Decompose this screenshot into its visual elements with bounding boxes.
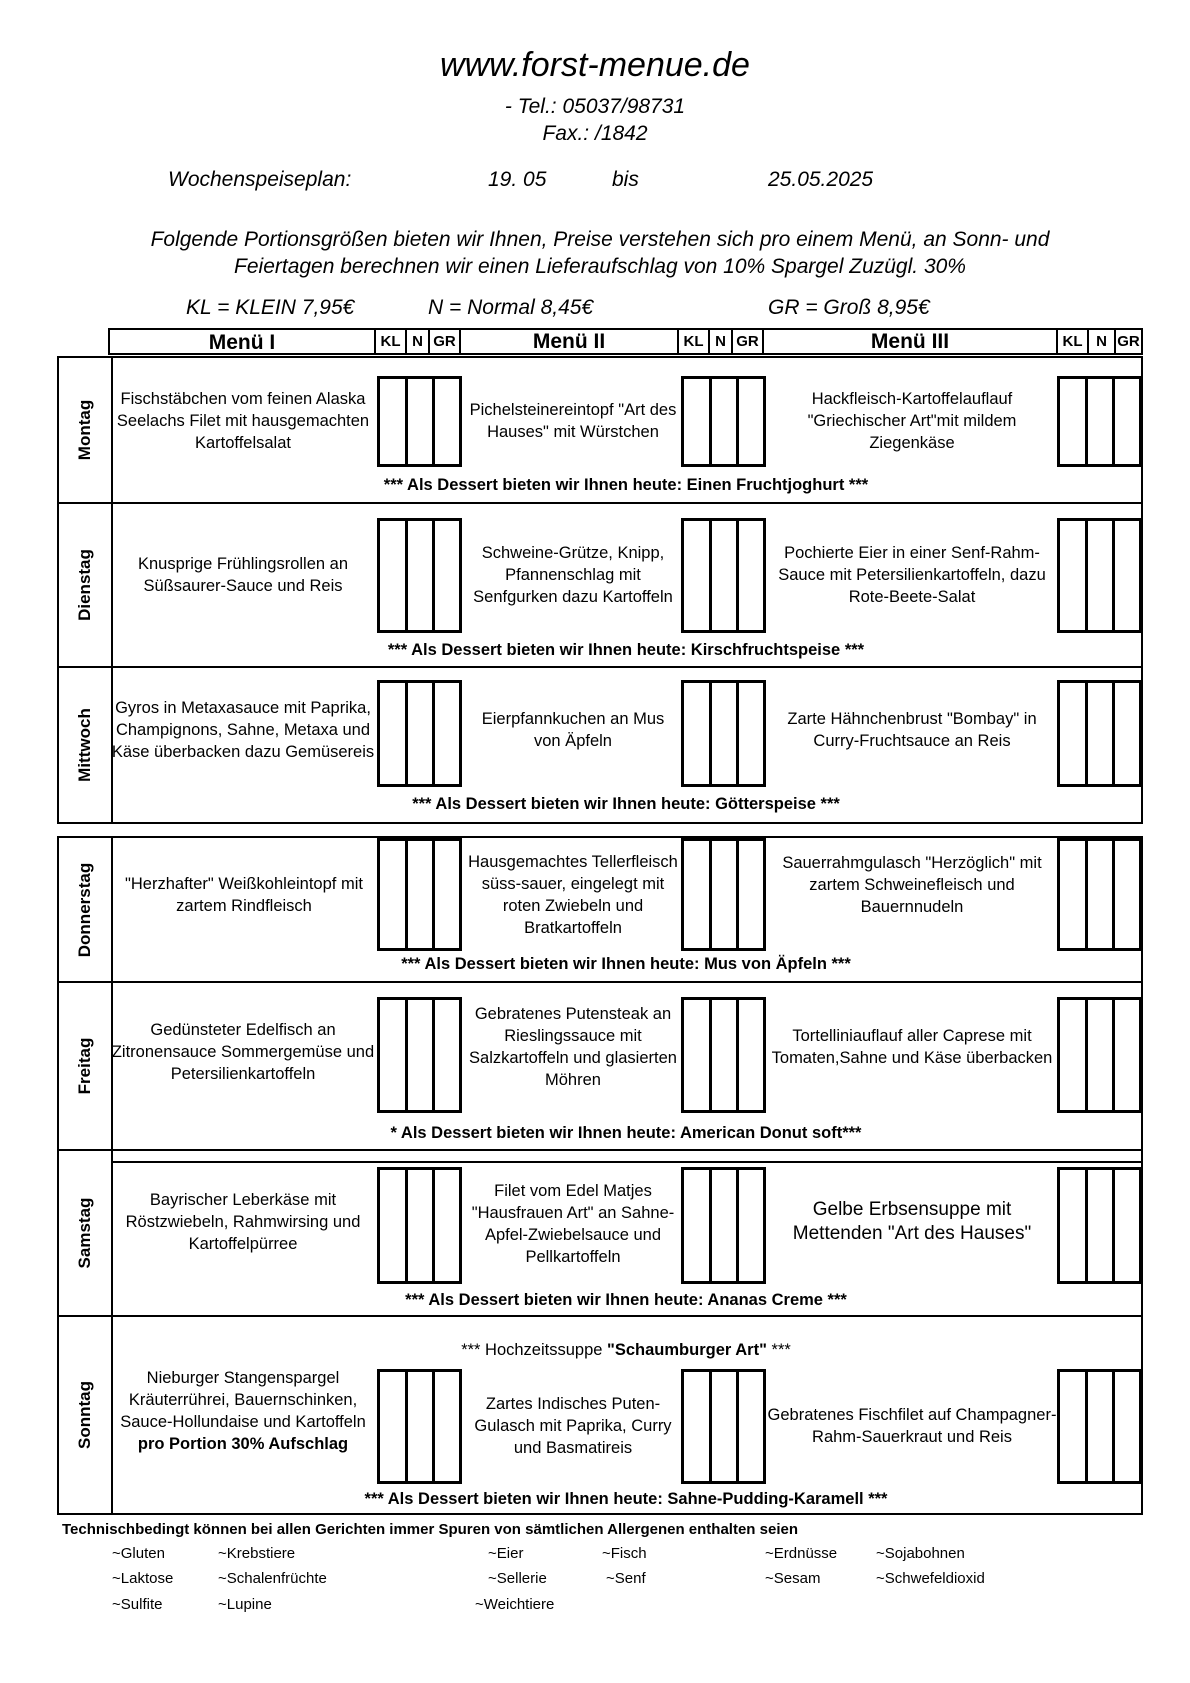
menu2-dish: Zartes Indisches Puten-Gulasch mit Paprika, Curry und Basmatireis — [474, 1395, 672, 1457]
menu1-dish: Gyros in Metaxasauce mit Paprika, Champignons, Sahne, Metaxa und Käse überbacken dazu Gemüsereis — [111, 699, 375, 761]
dessert-text: *** Als Dessert bieten wir Ihnen heute: Götterspeise *** — [412, 795, 840, 813]
website-url: www.forst-menue.de — [440, 46, 750, 84]
menu2-dish: Filet vom Edel Matjes "Hausfrauen Art" an Sahne-Apfel-Zwiebelsauce und Pellkartoffeln — [471, 1182, 675, 1266]
menu3-dish: Pochierte Eier in einer Senf-Rahm-Sauce mit Petersilienkartoffeln, dazu Rote-Beete-Salat — [778, 544, 1046, 606]
order-boxes-menu3[interactable] — [1057, 838, 1142, 951]
allergen-item: ~Schalenfrüchte — [218, 1570, 327, 1587]
order-boxes-menu3[interactable] — [1057, 1369, 1142, 1484]
plan-label: Wochenspeiseplan: — [168, 168, 352, 191]
allergen-item: ~Sulfite — [112, 1596, 163, 1613]
day-label: Donnerstag — [75, 862, 94, 957]
day-label: Mittwoch — [75, 708, 94, 782]
menu2-kl-header: KL — [677, 330, 708, 353]
day-label: Sonntag — [75, 1381, 94, 1449]
order-boxes-menu3[interactable] — [1057, 680, 1142, 787]
phone-number: - Tel.: 05037/98731 — [504, 95, 686, 118]
order-boxes-menu1[interactable] — [377, 1167, 462, 1284]
day-block-dienstag — [57, 502, 1143, 668]
day-block-donnerstag — [57, 836, 1143, 983]
order-boxes-menu2[interactable] — [681, 518, 766, 633]
fax-number: Fax.: /1842 — [542, 122, 648, 145]
menu3-dish: Gelbe Erbsensuppe mit Mettenden "Art des Hauses" — [792, 1199, 1032, 1244]
menu1-title: Menü I — [208, 331, 276, 354]
day-block-samstag — [57, 1149, 1143, 1317]
allergen-item: ~Sellerie — [488, 1570, 547, 1587]
order-boxes-menu3[interactable] — [1057, 518, 1142, 633]
menu1-dish: Knusprige Frühlingsrollen an Süßsaurer-Sauce und Reis — [137, 555, 349, 595]
order-boxes-menu3[interactable] — [1057, 1167, 1142, 1284]
menu3-dish: Gebratenes Fischfilet auf Champagner-Rahm-Sauerkraut und Reis — [767, 1406, 1057, 1446]
order-boxes-menu2[interactable] — [681, 1369, 766, 1484]
allergen-item: ~Erdnüsse — [765, 1545, 838, 1562]
size-gross: GR = Groß 8,95€ — [768, 296, 930, 319]
dessert-text: *** Als Dessert bieten wir Ihnen heute: Mus von Äpfeln *** — [401, 955, 851, 973]
dessert-text: * Als Dessert bieten wir Ihnen heute: American Donut soft*** — [390, 1124, 862, 1142]
menu2-title: Menü II — [459, 330, 677, 353]
menu-table-header — [108, 328, 1143, 355]
order-boxes-menu2[interactable] — [681, 838, 766, 951]
allergen-item: ~Laktose — [112, 1570, 174, 1587]
order-boxes-menu1[interactable] — [377, 838, 462, 951]
wedding-soup-note: *** Hochzeitssuppe "Schaumburger Art" *** — [461, 1341, 791, 1359]
order-boxes-menu3[interactable] — [1057, 997, 1142, 1113]
menu1-dish: Gedünsteter Edelfisch an Zitronensauce Sommergemüse und Petersilienkartoffeln — [111, 1021, 375, 1083]
menu1-dish: Bayrischer Leberkäse mit Röstzwiebeln, Rahmwirsing und Kartoffelpürree — [125, 1191, 361, 1253]
date-to: 25.05.2025 — [768, 168, 874, 191]
order-boxes-menu1[interactable] — [377, 1369, 462, 1484]
order-boxes-menu1[interactable] — [377, 376, 462, 467]
allergen-item: ~Sesam — [765, 1570, 821, 1587]
day-label: Montag — [75, 399, 94, 461]
dessert-text: *** Als Dessert bieten wir Ihnen heute: Sahne-Pudding-Karamell *** — [364, 1490, 888, 1508]
day-label: Freitag — [75, 1037, 94, 1095]
day-block-freitag — [57, 981, 1143, 1151]
menu1-n-header: N — [405, 330, 428, 353]
size-normal: N = Normal 8,45€ — [428, 296, 594, 319]
menu1-kl-header: KL — [374, 330, 405, 353]
dessert-text: *** Als Dessert bieten wir Ihnen heute: Kirschfruchtspeise *** — [387, 641, 865, 659]
menu3-title: Menü III — [762, 330, 1056, 353]
date-from: 19. 05 — [488, 168, 547, 191]
menu2-n-header: N — [708, 330, 731, 353]
size-klein: KL = KLEIN 7,95€ — [186, 296, 355, 319]
menu2-dish: Schweine-Grütze, Knipp, Pfannenschlag mit Senfgurken dazu Kartoffeln — [473, 544, 673, 606]
allergen-item: ~Senf — [606, 1570, 646, 1587]
allergen-item: ~Gluten — [112, 1545, 165, 1562]
menu2-dish: Hausgemachtes Tellerfleisch süss-sauer, eingelegt mit roten Zwiebeln und Bratkartoffeln — [468, 853, 678, 937]
allergen-item: ~Fisch — [602, 1545, 647, 1562]
order-boxes-menu2[interactable] — [681, 376, 766, 467]
order-boxes-menu1[interactable] — [377, 518, 462, 633]
pricing-notice: Folgende Portionsgrößen bieten wir Ihnen, Preise verstehen sich pro einem Menü, an Sonn- und Feiertagen berechnen wir einen Lieferaufschlag von 10% Spargel Zuzügl. 30% — [150, 228, 1050, 278]
allergen-note: Technischbedingt können bei allen Gerichten immer Spuren von sämtlichen Allergenen enthalten seien — [62, 1521, 798, 1538]
day-label: Samstag — [75, 1197, 94, 1269]
order-boxes-menu1[interactable] — [377, 997, 462, 1113]
allergen-item: ~Weichtiere — [475, 1596, 555, 1613]
menu3-dish: Zarte Hähnchenbrust "Bombay" in Curry-Fruchtsauce an Reis — [787, 710, 1037, 750]
day-block-mittwoch — [57, 666, 1143, 824]
allergen-item: ~Krebstiere — [218, 1545, 296, 1562]
menu3-n-header: N — [1087, 330, 1114, 353]
menu2-dish: Gebratenes Putensteak an Rieslingssauce mit Salzkartoffeln und glasierten Möhren — [469, 1005, 677, 1089]
menu1-dish: "Herzhafter" Weißkohleintopf mit zartem Rindfleisch — [125, 875, 363, 915]
menu3-kl-header: KL — [1056, 330, 1087, 353]
menu3-dish: Hackfleisch-Kartoffelauflauf "Griechischer Art"mit mildem Ziegenkäse — [807, 390, 1017, 452]
order-boxes-menu3[interactable] — [1057, 376, 1142, 467]
day-block-montag — [57, 356, 1143, 504]
menu2-gr-header: GR — [731, 330, 762, 353]
menu1-gr-header: GR — [428, 330, 459, 353]
order-boxes-menu1[interactable] — [377, 680, 462, 787]
order-boxes-menu2[interactable] — [681, 680, 766, 787]
allergen-item: ~Eier — [488, 1545, 524, 1562]
order-boxes-menu2[interactable] — [681, 1167, 766, 1284]
allergen-item: ~Schwefeldioxid — [876, 1570, 985, 1587]
menu2-dish: Pichelsteinereintopf "Art des Hauses" mit Würstchen — [469, 401, 677, 441]
date-bis: bis — [612, 168, 639, 191]
menu1-dish: Nieburger Stangenspargel Kräuterrührei, Bauernschinken, Sauce-Hollundaise und Kartoffeln pro Portion 30% Aufschlag — [120, 1369, 366, 1453]
allergen-item: ~Lupine — [218, 1596, 272, 1613]
menu3-dish: Tortelliniauflauf aller Caprese mit Tomaten,Sahne und Käse überbacken — [771, 1027, 1053, 1067]
menu2-dish: Eierpfannkuchen an Mus von Äpfeln — [481, 710, 665, 750]
day-block-sonntag — [57, 1315, 1143, 1515]
day-label: Dienstag — [75, 549, 94, 621]
allergen-item: ~Sojabohnen — [876, 1545, 965, 1562]
dessert-text: *** Als Dessert bieten wir Ihnen heute: Ananas Creme *** — [405, 1291, 847, 1309]
menu1-dish: Fischstäbchen vom feinen Alaska Seelachs Filet mit hausgemachten Kartoffelsalat — [116, 390, 370, 452]
order-boxes-menu2[interactable] — [681, 997, 766, 1113]
menu3-dish: Sauerrahmgulasch "Herzöglich" mit zartem Schweinefleisch und Bauernnudeln — [782, 854, 1042, 916]
menu3-gr-header: GR — [1114, 330, 1141, 353]
dessert-text: *** Als Dessert bieten wir Ihnen heute: Einen Fruchtjoghurt *** — [383, 476, 869, 494]
